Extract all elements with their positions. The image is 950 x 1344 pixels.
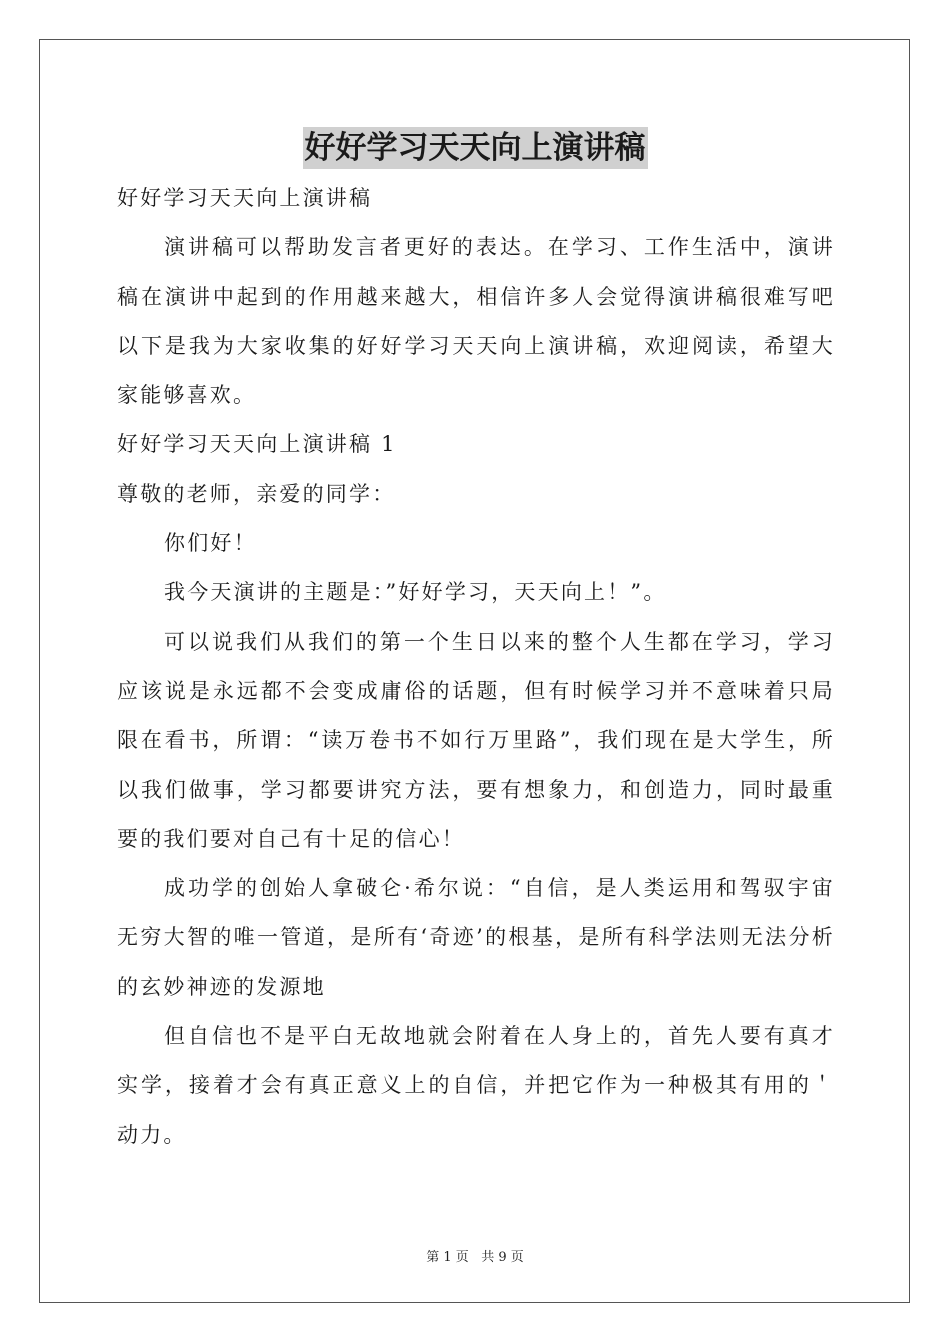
- title-container: [0, 127, 950, 169]
- body-paragraph: 但自信也不是平白无故地就会附着在人身上的，首先人要有真才实学，接着才会有真正意义上的自信，并把它作为一种极其有用的＇动力。: [117, 1024, 835, 1147]
- page-total: 共 9 页: [481, 1250, 524, 1265]
- body-paragraph: 成功学的创始人拿破仑·希尔说：“自信，是人类运用和驾驭宇宙无穷大智的唯一管道，是所有‘奇迹’的根基，是所有科学法则无法分析的玄妙神迹的发源地: [117, 876, 835, 999]
- page-footer: [0, 1246, 950, 1265]
- body-paragraph: 可以说我们从我们的第一个生日以来的整个人生都在学习，学习应该说是永远都不会变成庸俗的话题，但有时候学习并不意味着只局限在看书，所谓：“读万卷书不如行万里路”，我们现在是大学生，所以我们做事，学习都要讲究方法，要有想象力，和创造力，同时最重要的我们要对自己有十足的信心！: [117, 629, 835, 851]
- document-body: [117, 174, 835, 1160]
- body-paragraph: 我今天演讲的主题是：”好好学习，天天向上！”。: [164, 580, 667, 605]
- salutation: 尊敬的老师，亲爱的同学：: [117, 481, 396, 506]
- page-number: 第 1 页: [426, 1250, 469, 1265]
- greeting: 你们好！: [164, 531, 257, 556]
- intro-paragraph: 演讲稿可以帮助发言者更好的表达。在学习、工作生活中，演讲稿在演讲中起到的作用越来越大，相信许多人会觉得演讲稿很难写吧以下是我为大家收集的好好学习天天向上演讲稿，欢迎阅读，希望大家能够喜欢。: [117, 235, 835, 408]
- document-subtitle: 好好学习天天向上演讲稿: [117, 186, 373, 210]
- section-heading: 好好学习天天向上演讲稿 1: [117, 432, 397, 457]
- document-title: 好好学习天天向上演讲稿: [303, 127, 648, 169]
